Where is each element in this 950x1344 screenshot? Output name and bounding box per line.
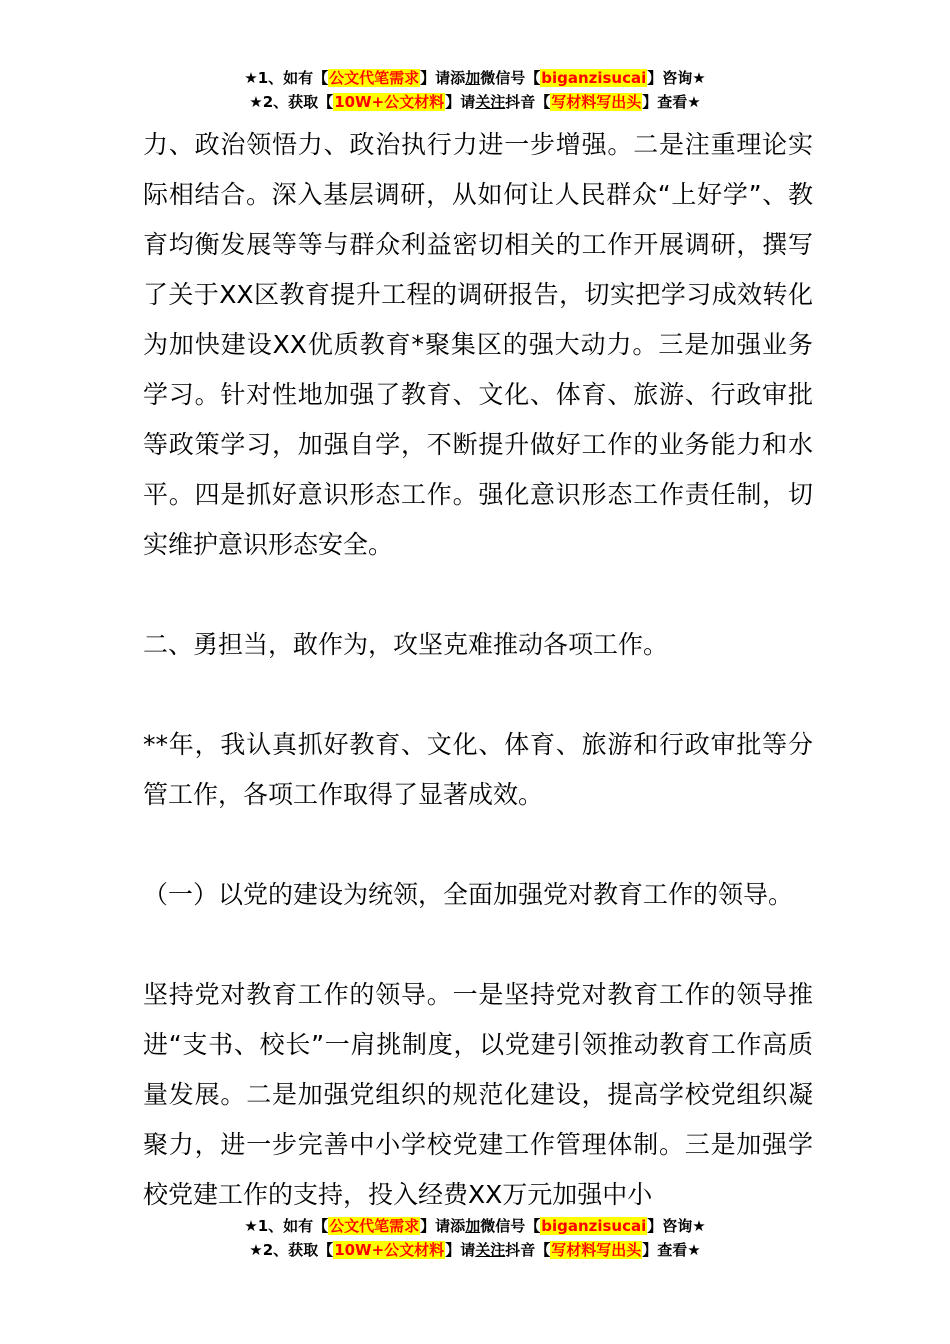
banner-highlight-service: 公文代笔需求 <box>329 69 420 87</box>
document-body <box>143 120 813 1220</box>
banner-highlight-wechat: biganzisucai <box>541 69 647 87</box>
banner-highlight-douyin: 写材料写出头 <box>551 1241 642 1259</box>
footer-banner <box>0 1214 950 1262</box>
banner-highlight-materials: 10W+公文材料 <box>334 93 445 111</box>
banner-line-2: ★2、获取【10W+公文材料】请关注抖音【写材料写出头】查看★ <box>249 1241 701 1259</box>
banner-line-1: ★1、如有【公文代笔需求】请添加微信号【biganzisucai】咨询★ <box>244 1217 706 1235</box>
banner-highlight-wechat: biganzisucai <box>541 1217 647 1235</box>
banner-line-2: ★2、获取【10W+公文材料】请关注抖音【写材料写出头】查看★ <box>249 93 701 111</box>
banner-highlight-materials: 10W+公文材料 <box>334 1241 445 1259</box>
subsection-heading-1: （一）以党的建设为统领，全面加强党对教育工作的领导。 <box>143 880 794 909</box>
header-banner <box>0 66 950 114</box>
section-heading-2: 二、勇担当，敢作为，攻坚克难推动各项工作。 <box>143 630 669 659</box>
banner-line-1: ★1、如有【公文代笔需求】请添加微信号【biganzisucai】咨询★ <box>244 69 706 87</box>
banner-highlight-douyin: 写材料写出头 <box>551 93 642 111</box>
paragraph-1: 力、政治领悟力、政治执行力进一步增强。二是注重理论实际相结合。深入基层调研，从如何让人民群众“上好学”、教育均衡发展等等与群众利益密切相关的工作开展调研，撰写了关于XX区教育提升工程的调研报告，切实把学习成效转化为加快建设XX优质教育*聚集区的强大动力。三是加强业务学习。针对性地加强了教育、文化、体育、旅游、行政审批等政策学习，加强自学，不断提升做好工作的业务能力和水平。四是抓好意识形态工作。强化意识形态工作责任制，切实维护意识形态安全。 <box>143 130 813 559</box>
banner-highlight-service: 公文代笔需求 <box>329 1217 420 1235</box>
paragraph-2: **年，我认真抓好教育、文化、体育、旅游和行政审批等分管工作，各项工作取得了显著成效。 <box>143 730 813 809</box>
paragraph-3: 坚持党对教育工作的领导。一是坚持党对教育工作的领导推进“支书、校长”一肩挑制度，以党建引领推动教育工作高质量发展。二是加强党组织的规范化建设，提高学校党组织凝聚力，进一步完善中小学校党建工作管理体制。三是加强学校党建工作的支持，投入经费XX万元加强中小 <box>143 980 813 1209</box>
